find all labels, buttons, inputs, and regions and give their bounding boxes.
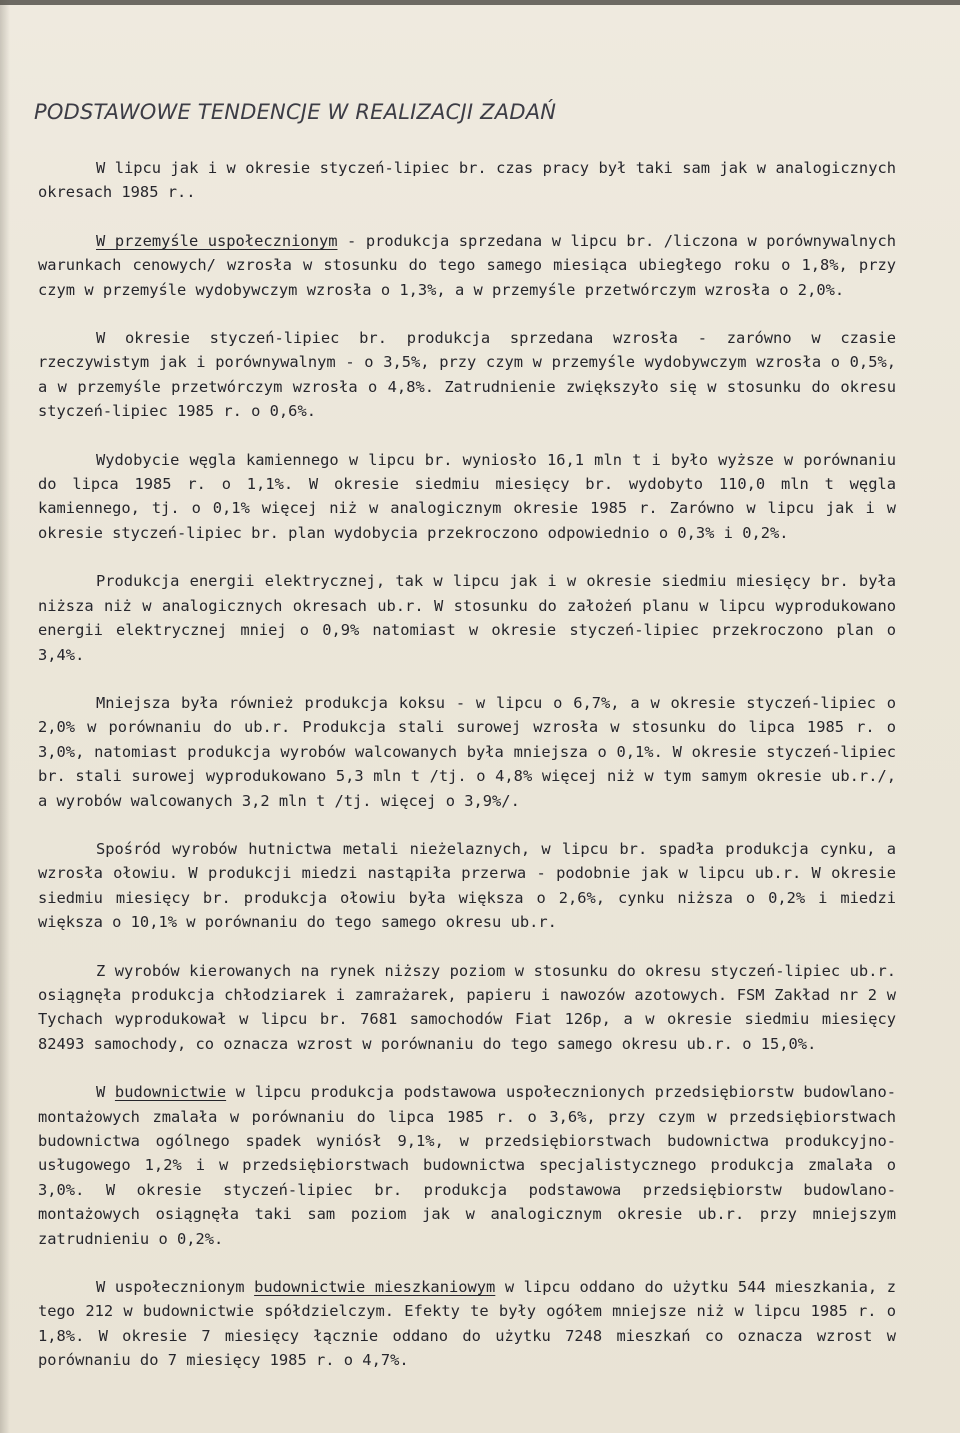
paragraph-coke-steel <box>38 691 896 813</box>
paragraph-text: Wydobycie węgla kamiennego w lipcu br. wyniosło 16,1 mln t i było wyższe w porównaniu do lipca 1985 r. o 1,1%. W okresie siedmiu miesięcy br. wydobyto 110,0 mln t węgla kamiennego, tj. o 0,1% więcej niż w analogicznym okresie 1985 r. Zarówno w lipcu jak i w okresie styczeń-lipiec br. plan wydobycia przekroczono odpowiednio o 0,3% i 0,2%. <box>38 450 896 542</box>
paragraph-text: W lipcu jak i w okresie styczeń-lipiec br. czas pracy był taki sam jak w analogicznych okresach 1985 r.. <box>38 159 896 202</box>
paragraph-energy <box>38 569 896 667</box>
paragraph-text: Spośród wyrobów hutnictwa metali nieżelaznych, w lipcu br. spadła produkcja cynku, a wzrosła ołowiu. W produkcji miedzi nastąpiła przerwa - podobnie jak w lipcu ub.r. W okresie siedmiu miesięcy br. produkcja ołowiu była większa o 2,6%, cynku niższa o 0,2% i miedzi większa o 10,1% w porównaniu do tego samego okresu ub.r. <box>38 839 896 932</box>
paragraph-text: - produkcja sprzedana w lipcu br. /liczona w porównywalnych warunkach cenowych/ wzrosła w stosunku do tego samego miesiąca ubiegłego roku o 1,8%, przy czym w przemyśle wydobywczym wzrosła o 1,3%, a w przemyśle przetwórczym wzrosła o 2,0%. <box>38 231 896 299</box>
paragraph-work-time <box>38 156 896 205</box>
paragraph-text: Mniejsza była również produkcja koksu - w lipcu o 6,7%, a w okresie styczeń-lipiec o 2,0% w porównaniu do ub.r. Produkcja stali surowej wzrosła w stosunku do lipca 1985 r. o 3,0%, natomiast produkcja wyrobów walcowanych była mniejsza o 0,1%. W okresie styczeń-lipiec br. stali surowej wyprodukowano 5,3 mln t /tj. o 4,8% więcej niż w tym samym okresie ub.r./, a wyrobów walcowanych 3,2 mln t /tj. więcej o 3,9%/. <box>38 693 896 810</box>
paragraph-coal <box>38 448 896 546</box>
paragraph-pre: W <box>96 1083 115 1102</box>
paragraph-nonferrous <box>38 837 896 935</box>
paragraph-pre: W uspołecznionym <box>96 1278 255 1297</box>
paragraph-text: w lipcu produkcja podstawowa uspołecznionych przedsiębiorstw budowlano-montażowych zmalała w porównaniu do lipca 1985 r. o 3,6%, przy czym w przedsiębiorstwach budownictwa ogólnego spadek wyniósł 9,1%, w przedsiębiorstwach budownictwa produkcyjno-usługowego 1,2% i w przedsiębiorstwach budownictwa specjalistycznego produkcja zmalała o 3,0%. W okresie styczeń-lipiec br. produkcja podstawowa przedsiębiorstw budowlano-montażowych osiągnęła taki sam poziom jak w analogicznym okresie ub.r. przy mniejszym zatrudnieniu o 0,2%. <box>38 1083 896 1248</box>
paragraph-construction <box>38 1080 896 1251</box>
page-title: PODSTAWOWE TENDENCJE W REALIZACJI ZADAŃ <box>34 100 557 124</box>
paragraph-text: Produkcja energii elektrycznej, tak w lipcu jak i w okresie siedmiu miesięcy br. była niższa niż w analogicznych okresach ub.r. W stosunku do założeń planu w lipcu wyprodukowano energii elektrycznej mniej o 0,9% natomiast w okresie styczeń-lipiec przekroczono plan o 3,4%. <box>38 572 896 664</box>
document-body <box>38 156 896 1373</box>
underlined-lead: budownictwie mieszkaniowym <box>254 1278 496 1297</box>
paragraph-text: Z wyrobów kierowanych na rynek niższy poziom w stosunku do okresu styczeń-lipiec ub.r. osiągnęła produkcja chłodziarek i zamrażarek, papieru i nawozów azotowych. FSM Zakład nr 2 w Tychach wyprodukował w lipcu br. 7681 samochodów Fiat 126p, a w okresie siedmiu miesięcy 82493 samochody, co oznacza wzrost w porównaniu do tego samego okresu ub.r. o 15,0%. <box>38 961 896 1053</box>
page-left-shadow <box>0 0 10 1433</box>
paragraph-text: W okresie styczeń-lipiec br. produkcja sprzedana wzrosła - zarówno w czasie rzeczywistym jak i porównywalnym - o 3,5%, przy czym w przemyśle wydobywczym wzrosła o 0,5%, a w przemyśle przetwórczym wzrosła o 4,8%. Zatrudnienie zwiększyło się w stosunku do okresu styczeń-lipiec 1985 r. o 0,6%. <box>38 329 896 421</box>
paragraph-market-goods <box>38 959 896 1057</box>
underlined-lead: W przemyśle uspołecznionym <box>96 231 338 250</box>
paragraph-housing <box>38 1275 896 1373</box>
underlined-lead: budownictwie <box>114 1083 227 1102</box>
paragraph-text: w lipcu oddano do użytku 544 mieszkania, z tego 212 w budownictwie spółdzielczym. Efekty te były ogółem mniejsze niż w lipcu 1985 r. o 1,8%. W okresie 7 miesięcy łącznie oddano do użytku 7248 mieszkań co oznacza wzrost w porównaniu do 7 miesięcy 1985 r. o 4,7%. <box>38 1278 896 1370</box>
paragraph-industry-july <box>38 229 896 302</box>
paragraph-industry-period <box>38 326 896 424</box>
page-top-edge <box>0 0 960 5</box>
